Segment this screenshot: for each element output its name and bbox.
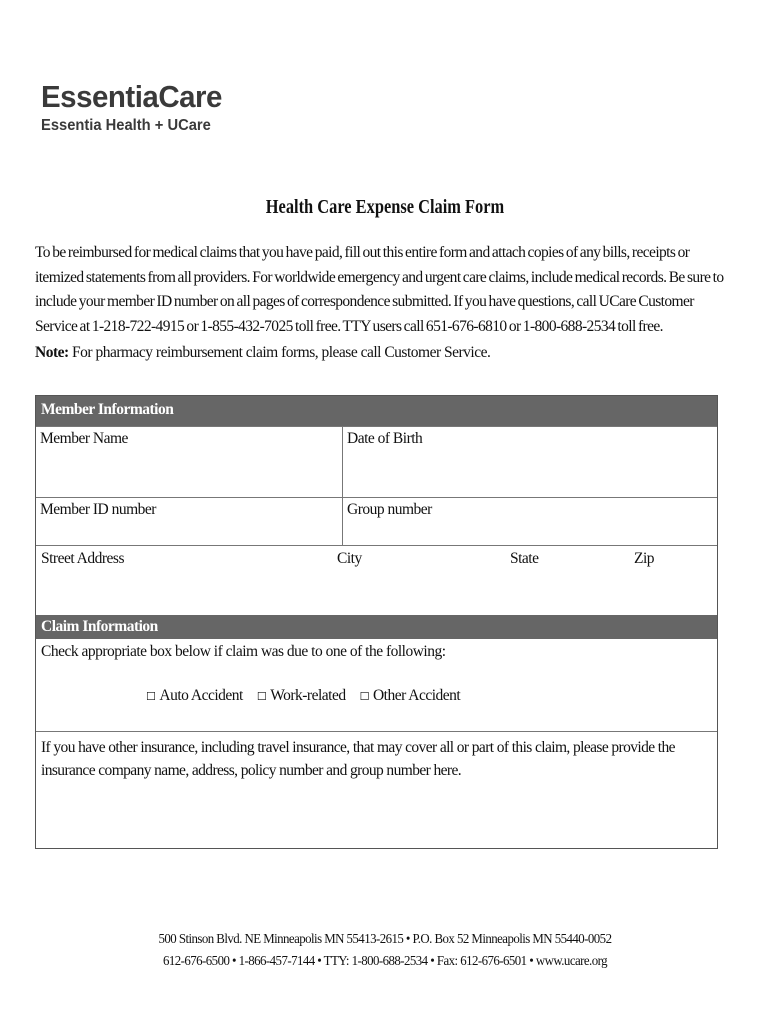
other-accident-label: Other Accident: [372, 687, 461, 704]
date-of-birth-label: Date of Birth: [347, 430, 423, 447]
form-title: Health Care Expense Claim Form: [265, 196, 505, 218]
member-info-header: Member Information: [36, 396, 717, 426]
work-related-option[interactable]: [257, 687, 346, 705]
other-accident-option[interactable]: [360, 687, 461, 705]
group-number-field[interactable]: [342, 498, 717, 545]
note-label: Note:: [35, 344, 69, 361]
intro-paragraph: To be reimbursed for medical claims that you have paid, fill out this entire form and attach copies of any bills, receipts or itemized statements from all providers. For worldwide emergency and urgent care claims, include medical records. Be sure to include your member ID number on all pages of correspondence submitted. If you have questions, call UCare Customer Service at 1-218-722-4915 or 1-855-432-7025 toll free. TTY users call 651-676-6810 or 1-800-688-2534 toll free.: [35, 244, 724, 335]
claim-check-label: Check appropriate box below if claim was due to one of the following:: [41, 643, 446, 660]
claim-form-table: [35, 395, 718, 849]
street-address-label: Street Address: [41, 550, 124, 567]
address-row[interactable]: [36, 545, 717, 615]
state-label: State: [510, 550, 539, 567]
work-related-checkbox[interactable]: ☐: [256, 690, 267, 703]
claim-type-options: [146, 687, 460, 705]
member-name-label: Member Name: [40, 430, 128, 447]
city-label: City: [337, 550, 362, 567]
auto-accident-option[interactable]: [146, 687, 243, 705]
zip-label: Zip: [634, 550, 655, 567]
auto-accident-checkbox[interactable]: ☐: [146, 690, 156, 703]
essentiacare-logo: [41, 80, 231, 135]
footer-phones: 612-676-6500 • 1-866-457-7144 • TTY: 1-800-688-2534 • Fax: 612-676-6501 • www.ucare.org: [162, 954, 608, 969]
member-id-label: Member ID number: [40, 501, 156, 518]
member-id-row: [36, 497, 717, 545]
member-name-row: [36, 426, 717, 497]
member-id-field[interactable]: [36, 498, 342, 545]
claim-type-row: [36, 639, 717, 731]
logo-sub-text: Essentia Health + UCare: [41, 117, 211, 134]
footer-contact: [0, 929, 770, 973]
note-text: For pharmacy reimbursement claim forms, please call Customer Service.: [68, 344, 491, 361]
logo-main-text: EssentiaCare: [41, 79, 222, 114]
member-name-field[interactable]: [36, 427, 342, 497]
group-number-label: Group number: [347, 501, 432, 518]
date-of-birth-field[interactable]: [342, 427, 717, 497]
pharmacy-note: [35, 344, 490, 362]
footer-address: 500 Stinson Blvd. NE Minneapolis MN 55413-2615 • P.O. Box 52 Minneapolis MN 55440-0052: [158, 932, 612, 947]
work-related-label: Work-related: [270, 687, 346, 704]
auto-accident-label: Auto Accident: [159, 687, 243, 704]
other-accident-checkbox[interactable]: ☐: [359, 690, 369, 703]
other-insurance-label: If you have other insurance, including travel insurance, that may cover all or part of this claim, please provide the insurance company name, address, policy number and group number here.: [41, 739, 675, 779]
other-insurance-field[interactable]: [36, 731, 717, 848]
claim-info-header: Claim Information: [36, 615, 717, 639]
